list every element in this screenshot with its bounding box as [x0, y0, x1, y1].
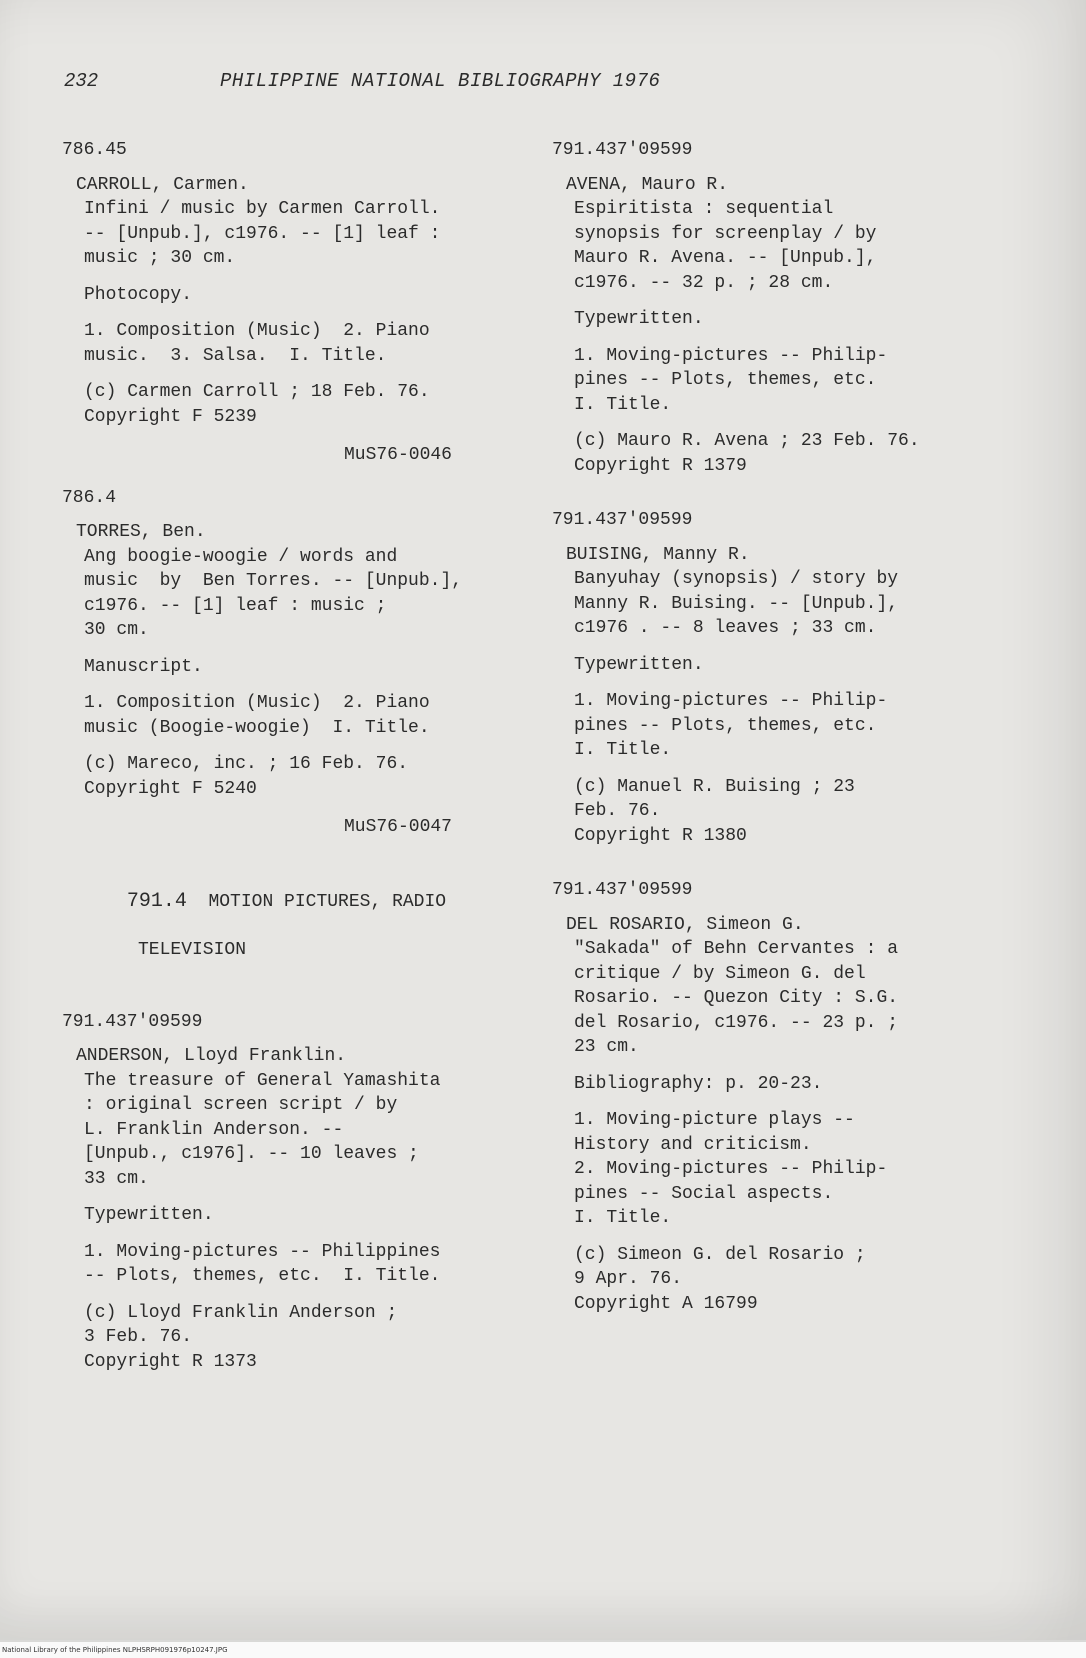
section-title-line1: MOTION PICTURES, RADIO — [208, 891, 447, 912]
entry-copyright: (c) Carmen Carroll ; 18 Feb. 76. Copyright F 5239 — [84, 382, 430, 427]
entry-copyright: (c) Manuel R. Buising ; 23 Feb. 76. Copyright R 1380 — [574, 776, 855, 846]
entry-heading: CARROLL, Carmen. — [76, 174, 249, 195]
scan-footer: National Library of the Philippines NLPHSRPH091976p10247.JPG — [0, 1642, 1086, 1658]
entry-copyright: (c) Simeon G. del Rosario ; 9 Apr. 76. Copyright A 16799 — [574, 1244, 866, 1314]
class-number: 791.437'09599 — [552, 880, 693, 900]
entry-heading: DEL ROSARIO, Simeon G. — [566, 914, 804, 935]
section-number: 791.4 — [126, 889, 187, 913]
entry-heading: BUISING, Manny R. — [566, 544, 750, 565]
class-number: 791.437'09599 — [552, 510, 693, 530]
class-number: 791.437'09599 — [552, 140, 693, 160]
catalog-entry — [552, 138, 972, 478]
class-number: 791.437'09599 — [62, 1011, 203, 1032]
entry-description: Banyuhay (synopsis) / story by Manny R. Buising. -- [Unpub.], c1976 . -- 8 leaves ; 33 cm. — [574, 569, 899, 638]
running-title: PHILIPPINE NATIONAL BIBLIOGRAPHY 1976 — [220, 70, 661, 92]
entry-note: Typewritten. — [574, 654, 704, 675]
control-number: MuS76-0046 — [343, 445, 452, 465]
entry-description: Ang boogie-woogie / words and music by Ben Torres. -- [Unpub.], c1976. -- [1] leaf : music ; 30 cm. — [84, 546, 463, 640]
section-heading — [62, 866, 492, 1010]
entry-description: Infini / music by Carmen Carroll. -- [Unpub.], c1976. -- [1] leaf : music ; 30 cm. — [84, 199, 441, 268]
entry-copyright: (c) Mareco, inc. ; 16 Feb. 76. Copyright F 5240 — [84, 754, 409, 799]
entry-note: Typewritten. — [84, 1205, 214, 1225]
catalog-entry — [552, 878, 972, 1316]
section-title-line2: TELEVISION — [138, 939, 247, 960]
catalog-entry — [62, 138, 492, 468]
catalog-entry — [552, 508, 972, 848]
page-number: 232 — [64, 70, 99, 92]
entry-subjects: 1. Moving-pictures -- Philippines -- Plots, themes, etc. I. Title. — [84, 1241, 441, 1286]
entry-subjects: 1. Moving-pictures -- Philip- pines -- Plots, themes, etc. I. Title. — [574, 691, 888, 760]
right-column — [552, 138, 972, 1334]
entry-copyright: (c) Lloyd Franklin Anderson ; 3 Feb. 76. Copyright R 1373 — [84, 1302, 398, 1372]
entry-description: "Sakada" of Behn Cervantes : a critique / by Simeon G. del Rosario. -- Quezon City : S.G. del Rosario, c1976. -- 23 p. ; 23 cm. — [574, 939, 899, 1057]
entry-description: Espiritista : sequential synopsis for screenplay / by Mauro R. Avena. -- [Unpub.], c1976. -- 32 p. ; 28 cm. — [574, 199, 877, 293]
entry-subjects: 1. Composition (Music) 2. Piano music. 3. Salsa. I. Title. — [84, 321, 430, 366]
entry-description: The treasure of General Yamashita : original screen script / by L. Franklin Anderson. -- [Unpub., c1976]. -- 10 leaves ; 33 cm. — [84, 1070, 441, 1189]
entry-note: Typewritten. — [574, 309, 704, 329]
class-number: 786.4 — [62, 487, 117, 508]
control-number: MuS76-0047 — [343, 817, 452, 837]
entry-subjects: 1. Moving-picture plays -- History and criticism. 2. Moving-pictures -- Philip- pines -- Social aspects. I. Title. — [574, 1110, 888, 1228]
entry-note: Photocopy. — [84, 284, 193, 305]
entry-heading: ANDERSON, Lloyd Franklin. — [76, 1046, 347, 1066]
entry-heading: TORRES, Ben. — [76, 522, 206, 542]
catalog-entry — [62, 1010, 492, 1375]
class-number: 786.45 — [62, 140, 127, 160]
entry-subjects: 1. Moving-pictures -- Philip- pines -- Plots, themes, etc. I. Title. — [574, 345, 888, 415]
entry-note: Manuscript. — [84, 656, 203, 677]
entry-subjects: 1. Composition (Music) 2. Piano music (Boogie-woogie) I. Title. — [84, 693, 430, 738]
entry-heading: AVENA, Mauro R. — [566, 174, 729, 195]
catalog-entry — [62, 486, 492, 840]
entry-note: Bibliography: p. 20-23. — [574, 1073, 823, 1094]
entry-copyright: (c) Mauro R. Avena ; 23 Feb. 76. Copyright R 1379 — [574, 431, 920, 476]
left-column — [62, 138, 492, 1392]
